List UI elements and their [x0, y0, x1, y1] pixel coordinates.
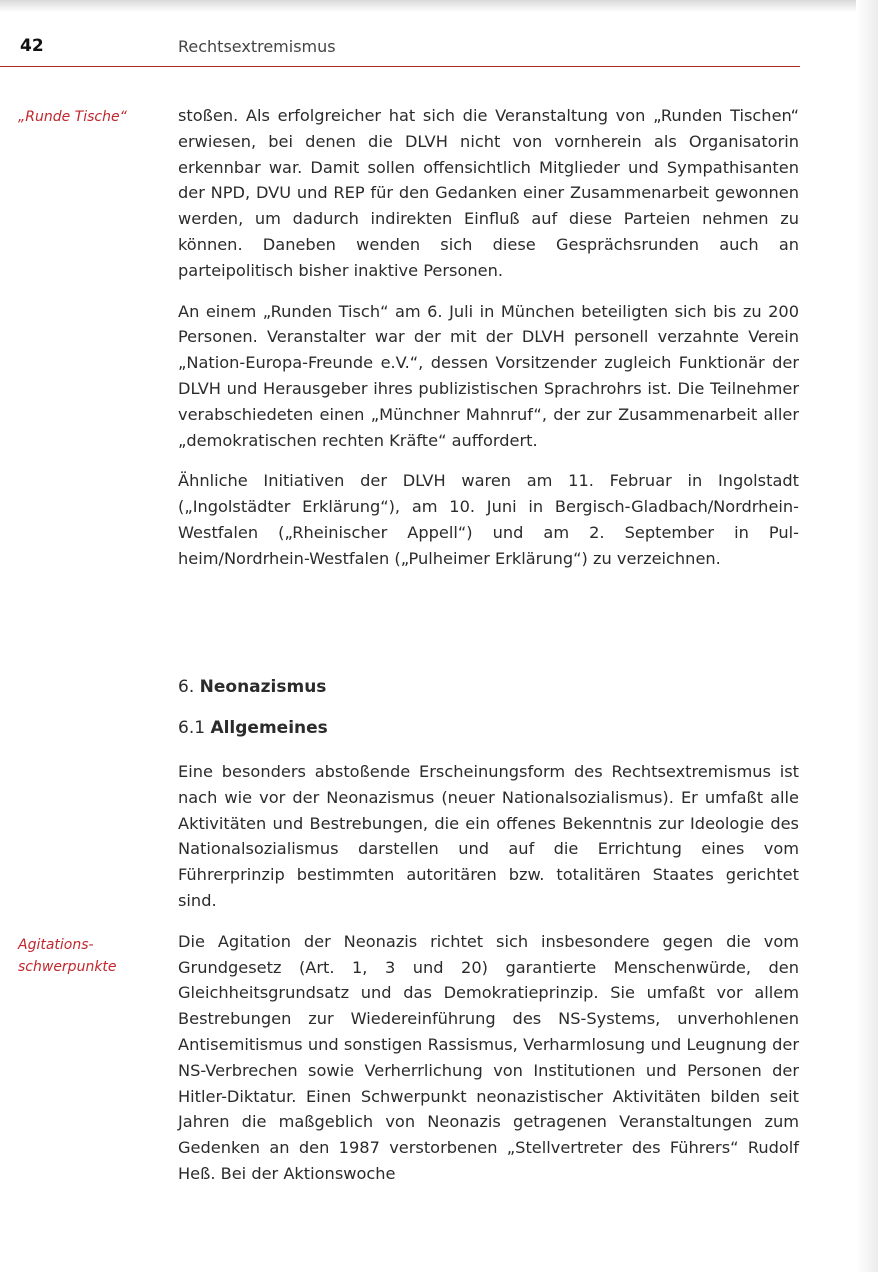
paragraph-runde-tische: stoßen. Als erfolgreicher hat sich die Veranstaltung von „Runden Tischen“ erwiesen, bei denen die DLVH nicht von vornherein als Organisatorin erkennbar war. Damit sollen offensichtlich Mitglieder und Sympathisanten der NPD, DVU und REP für den Gedanken einer Zusammenarbeit gewonnen werden, um dadurch indirekten Einfluß auf diese Parteien nehmen zu können. Daneben wenden sich diese Gesprächsrunden auch an parteipolitisch bisher inaktive Personen.	[178, 106, 799, 280]
paragraph-initiativen: Ähnliche Initiativen der DLVH waren am 11. Februar in Ingolstadt („Ingolstädter Erklärung“), am 10. Juni in Bergisch-Gladbach/Nordrhein-Westfalen („Rheinischer Appell“) und am 2. September in Pulheim/Nordrhein-Westfalen („Pulheimer Erklärung“) zu verzeichnen.	[178, 471, 799, 568]
body-block-bottom	[178, 759, 799, 1202]
heading-text: Allgemeines	[210, 718, 328, 738]
heading-number: 6.	[178, 677, 195, 697]
heading-level-2	[178, 717, 799, 739]
page-top-shadow	[0, 0, 878, 12]
heading-number: 6.1	[178, 718, 206, 738]
paragraph-definition: Eine besonders abstoßende Erscheinungsform des Rechtsextremismus ist nach wie vor der Neonazismus (neuer Nationalsozialismus). Er umfaßt alle Aktivitäten und Bestrebungen, die ein offenes Bekenntnis zur Ideologie des Nationalsozialismus darstellen und auf die Errichtung eines vom Führerprinzip bestimmten autoritären bzw. totalitären Staates gerichtet sind.	[178, 762, 799, 910]
page-header	[20, 36, 840, 60]
margin-note-runde-tische: „Runde Tische“	[18, 109, 127, 125]
paragraph-muenchner-mahnruf: An einem „Runden Tisch“ am 6. Juli in München beteiligten sich bis zu 200 Personen. Veranstalter war der mit der DLVH personell verzahnte Verein „Nation-Europa-Freunde e.V.“, dessen Vorsitzender zugleich Funktionär der DLVH und Herausgeber ihres publizistischen Sprachrohrs ist. Die Teilnehmer verabschiedeten einen „Münchner Mahnruf“, der zur Zusammenarbeit aller „demokratischen rechten Kräfte“ auffordert.	[178, 301, 799, 450]
margin-note-line: Agitations-	[18, 937, 94, 953]
body-block-top	[178, 103, 799, 587]
page-number: 42	[20, 36, 44, 56]
section-heading-neonazismus	[178, 676, 799, 698]
running-title: Rechtsextremismus	[178, 37, 336, 56]
header-rule	[0, 66, 800, 67]
section-heading-allgemeines	[178, 717, 799, 739]
page-right-shadow	[856, 0, 878, 1272]
margin-note-line: schwerpunkte	[18, 959, 117, 975]
paragraph-agitation: Die Agitation der Neonazis richtet sich insbesondere gegen die vom Grundgesetz (Art. 1, 3 und 20) garantierte Menschenwürde, den Gleichheitsgrundsatz und das Demokratieprinzip. Sie umfaßt vor allem Bestrebungen zur Wiedereinführung des NS-Systems, unverhohlenen Antisemitismus und sonstigen Rassismus, Verharmlosung und Leugnung der NS-Verbrechen sowie Verherrlichung von Institutionen und Personen der Hitler-Diktatur. Einen Schwerpunkt neonazistischer Aktivitäten bilden seit Jahren die maßgeblich von Neonazis getragenen Veranstaltungen zum Gedenken an den 1987 verstorbenen „Stellvertreter des Führers“ Rudolf Heß. Bei der Aktionswoche	[178, 931, 799, 1183]
heading-level-1	[178, 676, 799, 698]
margin-note-agitationsschwerpunkte	[18, 934, 163, 978]
heading-text: Neonazismus	[199, 677, 327, 697]
